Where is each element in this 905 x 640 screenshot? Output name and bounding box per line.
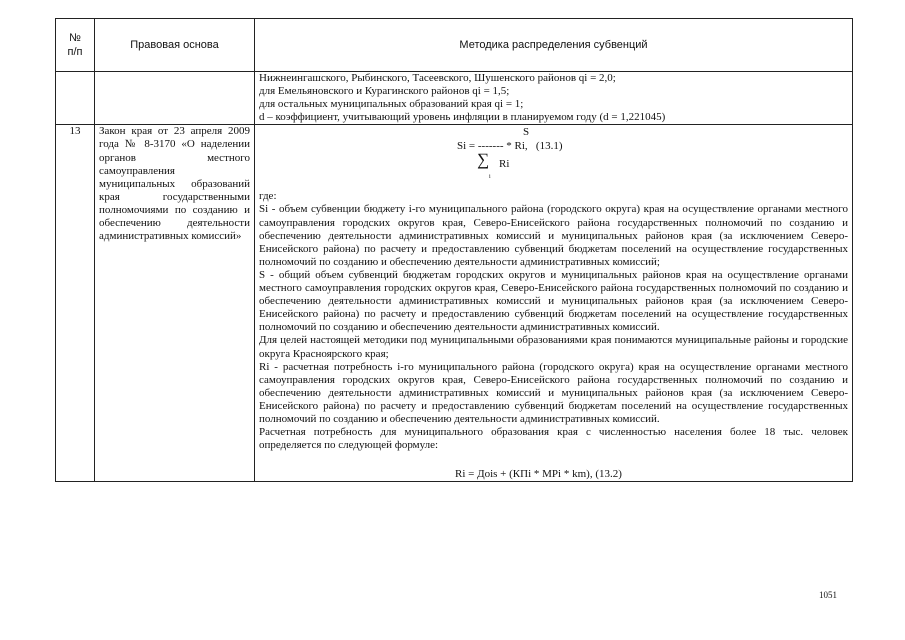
continuation-method-cell	[255, 72, 853, 125]
table-row-13	[56, 125, 853, 482]
formula-13-2: Ri = Дois + (КПi * МРi * km), (13.2)	[455, 468, 622, 481]
header-number	[56, 19, 95, 72]
formula-numerator: S	[523, 126, 530, 139]
calculation-intro: Расчетная потребность для муниципального образования края с численностью населения более 18 тыс. человек определяется по следующей формуле:	[259, 426, 848, 452]
where-label: где:	[259, 190, 277, 203]
legal-basis-text: Закон края от 23 апреля 2009 года № 8-3170 «О наделении органов местного самоуправления муниципальных образований края государственными полномочиями по созданию и обеспечению деятельности административных комиссий»	[95, 125, 255, 482]
methodology-cell	[255, 125, 853, 482]
sum-sigma: ∑	[477, 150, 490, 170]
subsidy-methodology-table	[55, 18, 853, 482]
continuation-line: для Емельяновского и Курагинского районов qi = 1,5;	[259, 85, 510, 98]
continuation-num-cell	[56, 72, 95, 125]
formula-13-1	[259, 125, 848, 188]
row-number: 13	[56, 125, 95, 482]
table-header-row	[56, 19, 853, 72]
header-methodology: Методика распределения субвенций	[255, 19, 853, 72]
definition-municipal: Для целей настоящей методики под муниципальными образованиями края понимаются муниципальные районы и городские округа Красноярского края;	[259, 334, 848, 360]
continuation-legal-cell	[95, 72, 255, 125]
header-legal-basis: Правовая основа	[95, 19, 255, 72]
continuation-line: для остальных муниципальных образований края qi = 1;	[259, 98, 524, 111]
definition-ri: Ri - расчетная потребность i-го муниципального района (городского округа) края на осуществление органами местного самоуправления городских округов края, Северо-Енисейского района государственных полномочий по созданию и обеспечению деятельности административных комиссий и муниципальных районов края (за исключением Северо-Енисейского района) по расчету и предоставлению субвенций бюджетам поселений на осуществление государственных полномочий по созданию и обеспечению деятельности административных комиссий.	[259, 360, 848, 425]
continuation-line: Нижнеингашского, Рыбинского, Тасеевского, Шушенского районов qi = 2,0;	[259, 72, 616, 84]
continuation-line: d – коэффициент, учитывающий уровень инфляции в планируемом году (d = 1,221045)	[259, 111, 666, 124]
continuation-row	[56, 72, 853, 125]
definition-si: Si - объем субвенции бюджету i-го муниципального района (городского округа) края на осуществление органами местного самоуправления городских округов края, Северо-Енисейского района государственных полномочий по созданию и обеспечению деятельности административных комиссий и муниципальных районов края (за исключением Северо-Енисейского района) по расчету и предоставлению субвенций бюджетам поселений на осуществление государственных полномочий по созданию и обеспечению деятельности административных комиссий;	[259, 203, 848, 268]
definition-s: S - общий объем субвенций бюджетам городских округов и муниципальных районов края на осуществление органами местного самоуправления городских округов края, Северо-Енисейского района государственных полномочий по созданию и обеспечению деятельности административных комиссий и муниципальных районов края (за исключением Северо-Енисейского района) по расчету и предоставлению субвенций бюджетам поселений на осуществление государственных полномочий по созданию и обеспечению деятельности административных комиссий.	[259, 268, 848, 334]
header-number-label: № п/п	[67, 32, 83, 58]
page-number: 1051	[819, 590, 837, 600]
formula-main: Si = ------- * Ri, (13.1)	[457, 140, 563, 153]
formula-denominator: Ri	[499, 158, 510, 171]
sum-index: i	[489, 174, 491, 181]
